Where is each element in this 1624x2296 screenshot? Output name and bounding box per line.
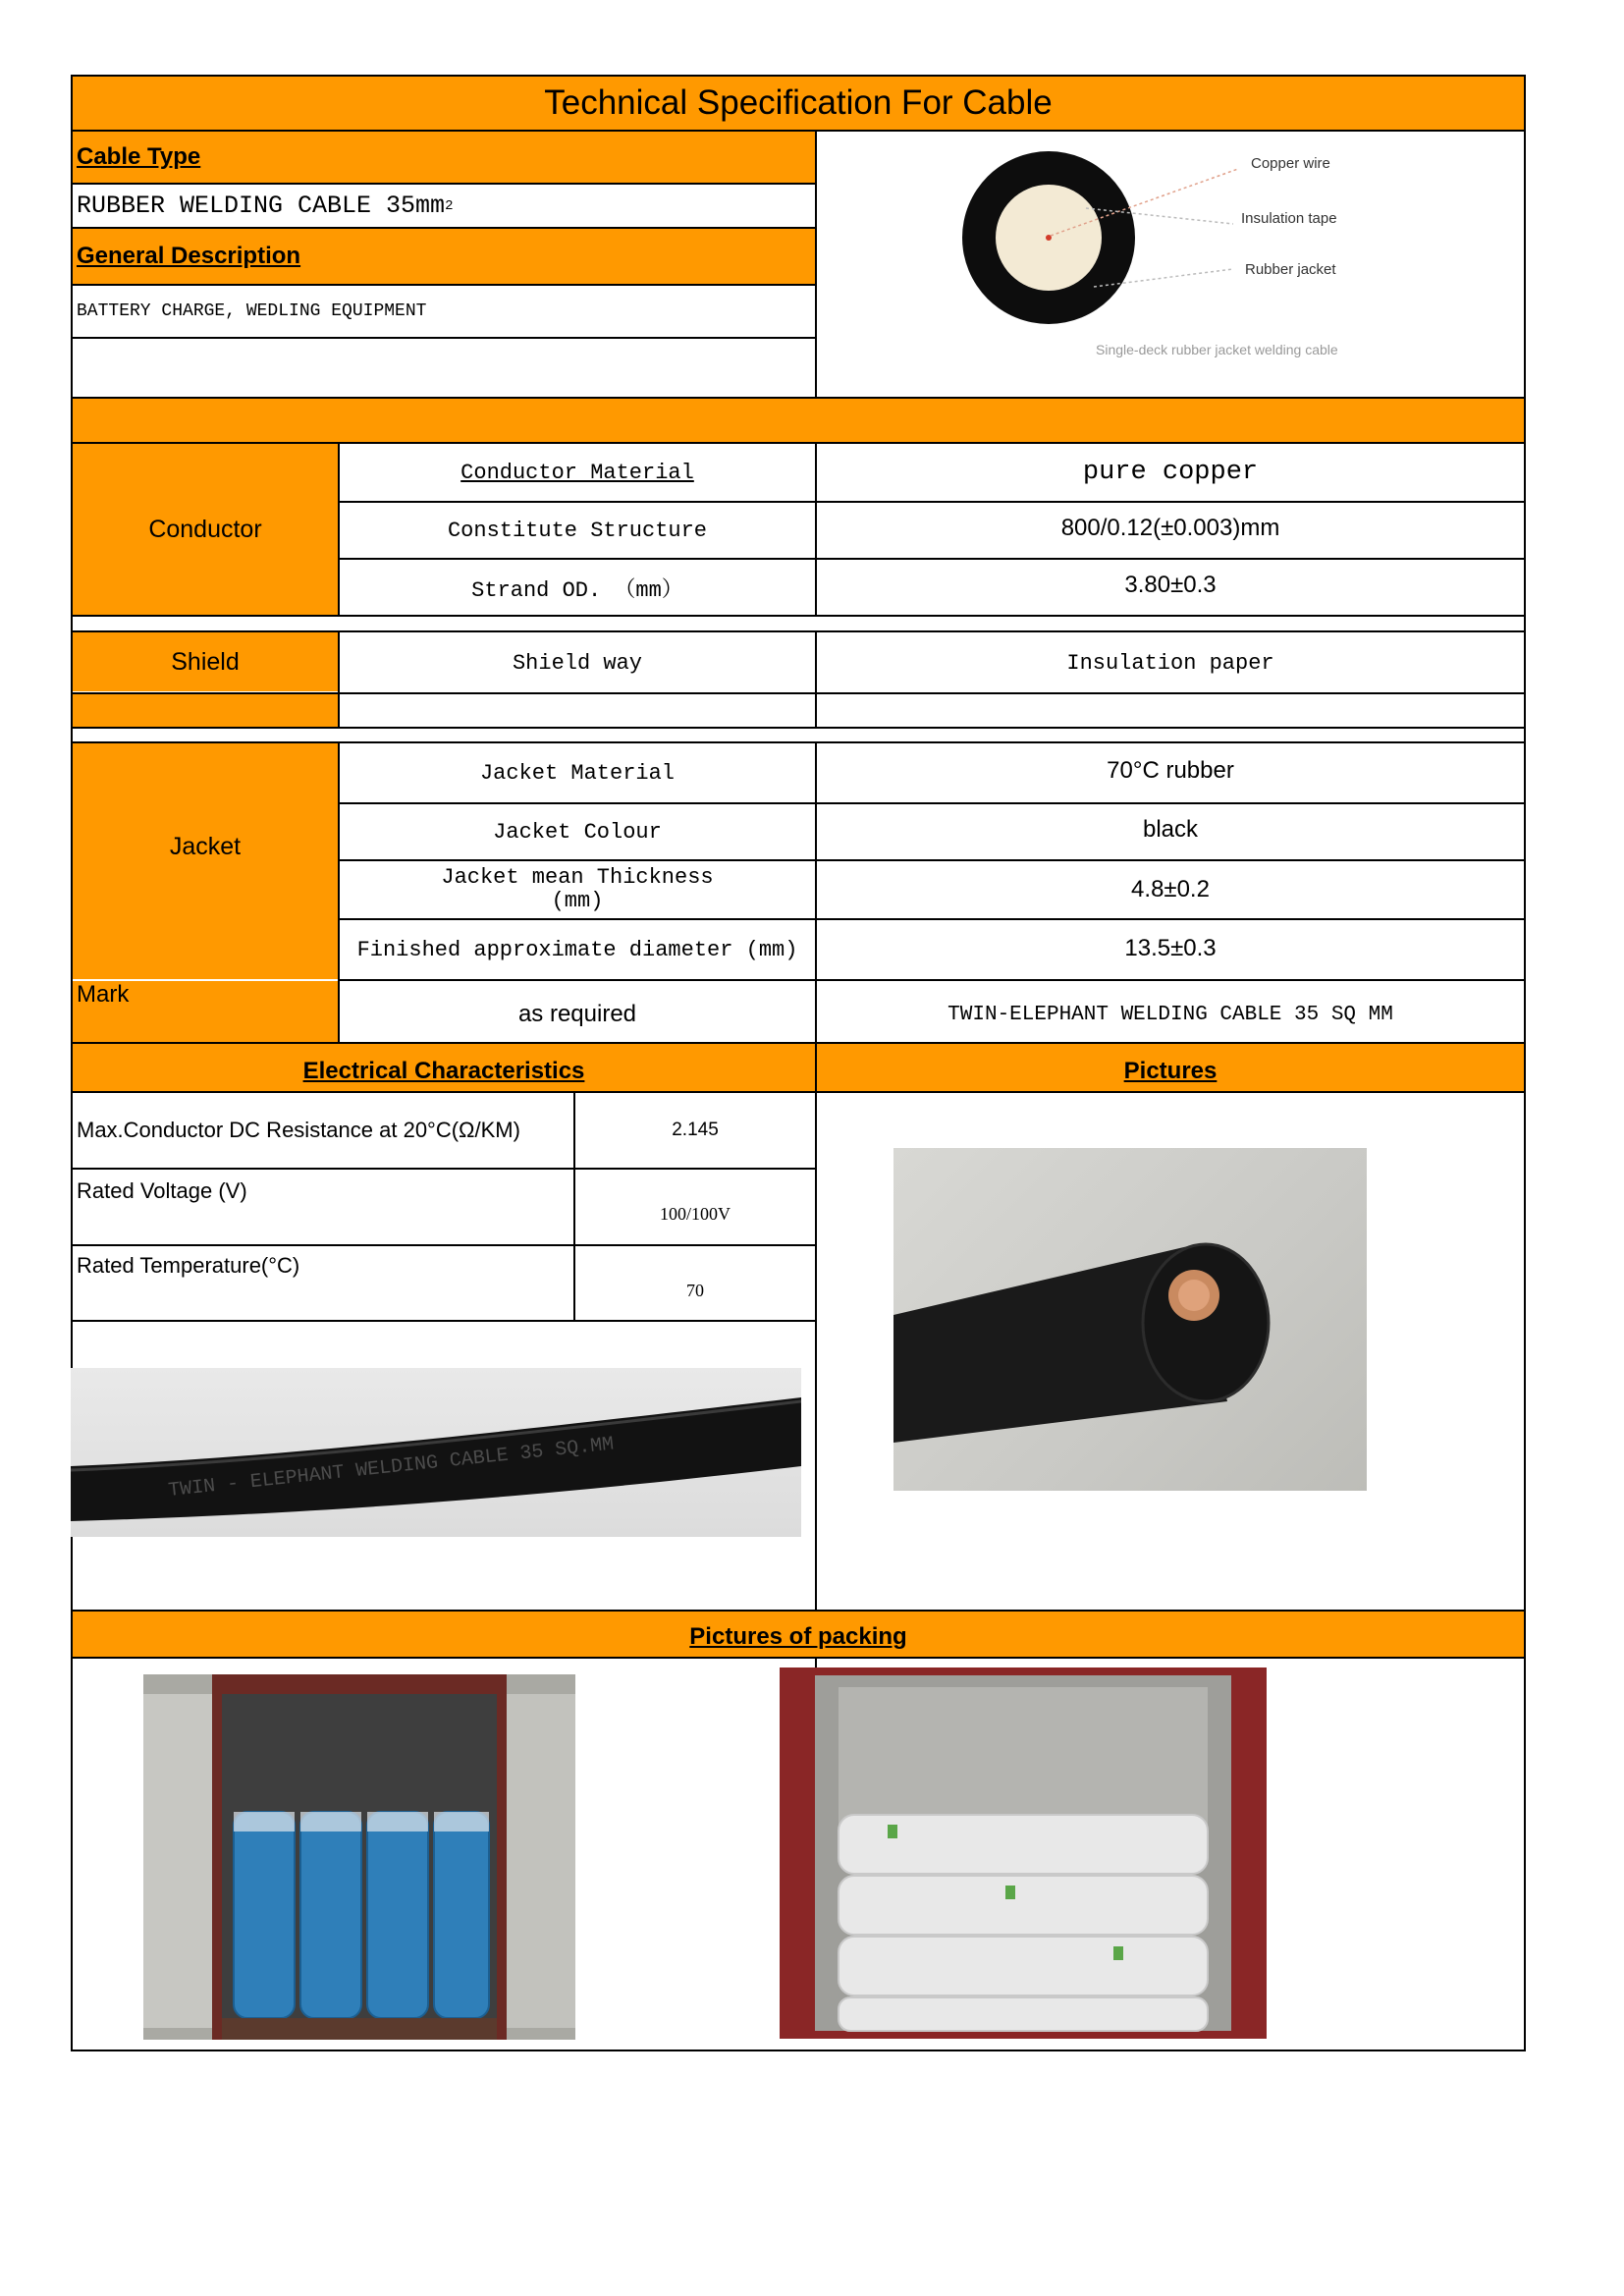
cable-marking-photo — [71, 1368, 801, 1537]
jacket-group-label: Jacket — [73, 743, 338, 979]
spec-sheet — [71, 75, 1526, 2051]
strand-od-param: Strand OD. （mm） — [471, 577, 683, 603]
diagram-label-rubber-jacket: Rubber jacket — [1245, 261, 1336, 278]
white-coils-svg — [780, 1667, 1267, 2039]
jacket-thickness-param: Jacket mean Thickness (mm) — [441, 865, 714, 913]
title-bar — [73, 77, 1524, 130]
diagram-label-copper-wire: Copper wire — [1251, 155, 1330, 172]
rated-voltage-label: Rated Voltage (V) — [77, 1178, 247, 1203]
conductor-material-param: Conductor Material — [460, 460, 694, 485]
cable-print-text: TWIN - ELEPHANT WELDING CABLE 35 SQ.MM — [167, 1433, 616, 1503]
section-band — [73, 399, 1524, 442]
packing-photo-white-coils — [780, 1667, 1267, 2039]
cable-end-photo — [893, 1148, 1367, 1491]
jacket-colour-value: black — [1142, 816, 1199, 843]
constitute-structure-param: Constitute Structure — [447, 518, 708, 543]
page-title: Technical Specification For Cable — [544, 83, 1053, 122]
rated-temperature-value: 70 — [686, 1280, 704, 1300]
conductor-group-label: Conductor — [73, 444, 338, 615]
cable-cross-section-diagram — [958, 149, 1371, 385]
mark-param: as required — [517, 1001, 637, 1027]
shield-way-param: Shield way — [512, 650, 643, 676]
general-description-value: BATTERY CHARGE, WEDLING EQUIPMENT — [77, 301, 427, 321]
diagram-label-insulation-tape: Insulation tape — [1241, 210, 1337, 227]
electrical-characteristics-heading: Electrical Characteristics — [73, 1044, 815, 1091]
strand-od-value: 3.80±0.3 — [1124, 572, 1217, 598]
finished-diameter-value: 13.5±0.3 — [1124, 935, 1217, 961]
diagram-caption: Single-deck rubber jacket welding cable — [1096, 342, 1338, 357]
blue-coils-svg — [143, 1674, 575, 2040]
jacket-colour-param: Jacket Colour — [493, 819, 662, 845]
mark-value: TWIN-ELEPHANT WELDING CABLE 35 SQ MM — [947, 1003, 1393, 1026]
shield-group-label: Shield — [73, 632, 338, 691]
cable-type-heading: Cable Type — [73, 132, 815, 183]
packing-photo-blue-coils — [143, 1674, 575, 2040]
rated-voltage-value: 100/100V — [660, 1203, 731, 1224]
cable-type-value: RUBBER WELDING CABLE 35mm 2 — [77, 191, 454, 220]
shield-way-value: Insulation paper — [1066, 650, 1274, 676]
jacket-material-param: Jacket Material — [479, 760, 676, 786]
cable-marking-svg — [71, 1368, 801, 1537]
dc-resistance-value: 2.145 — [672, 1120, 719, 1140]
conductor-material-value: pure copper — [1082, 458, 1259, 487]
shield-empty-cell — [73, 694, 338, 727]
finished-diameter-param: Finished approximate diameter (mm) — [356, 937, 798, 962]
rated-temperature-label: Rated Temperature(°C) — [77, 1253, 300, 1278]
jacket-material-value: 70°C rubber — [1107, 756, 1234, 784]
jacket-thickness-value: 4.8±0.2 — [1131, 876, 1210, 902]
constitute-structure-value: 800/0.12(±0.003)mm — [1060, 515, 1280, 541]
packing-heading: Pictures of packing — [73, 1612, 1524, 1657]
cable-end-svg — [893, 1148, 1367, 1491]
pictures-heading: Pictures — [817, 1044, 1524, 1091]
dc-resistance-label: Max.Conductor DC Resistance at 20°C(Ω/KM) — [77, 1118, 520, 1142]
general-description-heading: General Description — [73, 229, 815, 284]
mark-label: Mark — [73, 981, 338, 1042]
